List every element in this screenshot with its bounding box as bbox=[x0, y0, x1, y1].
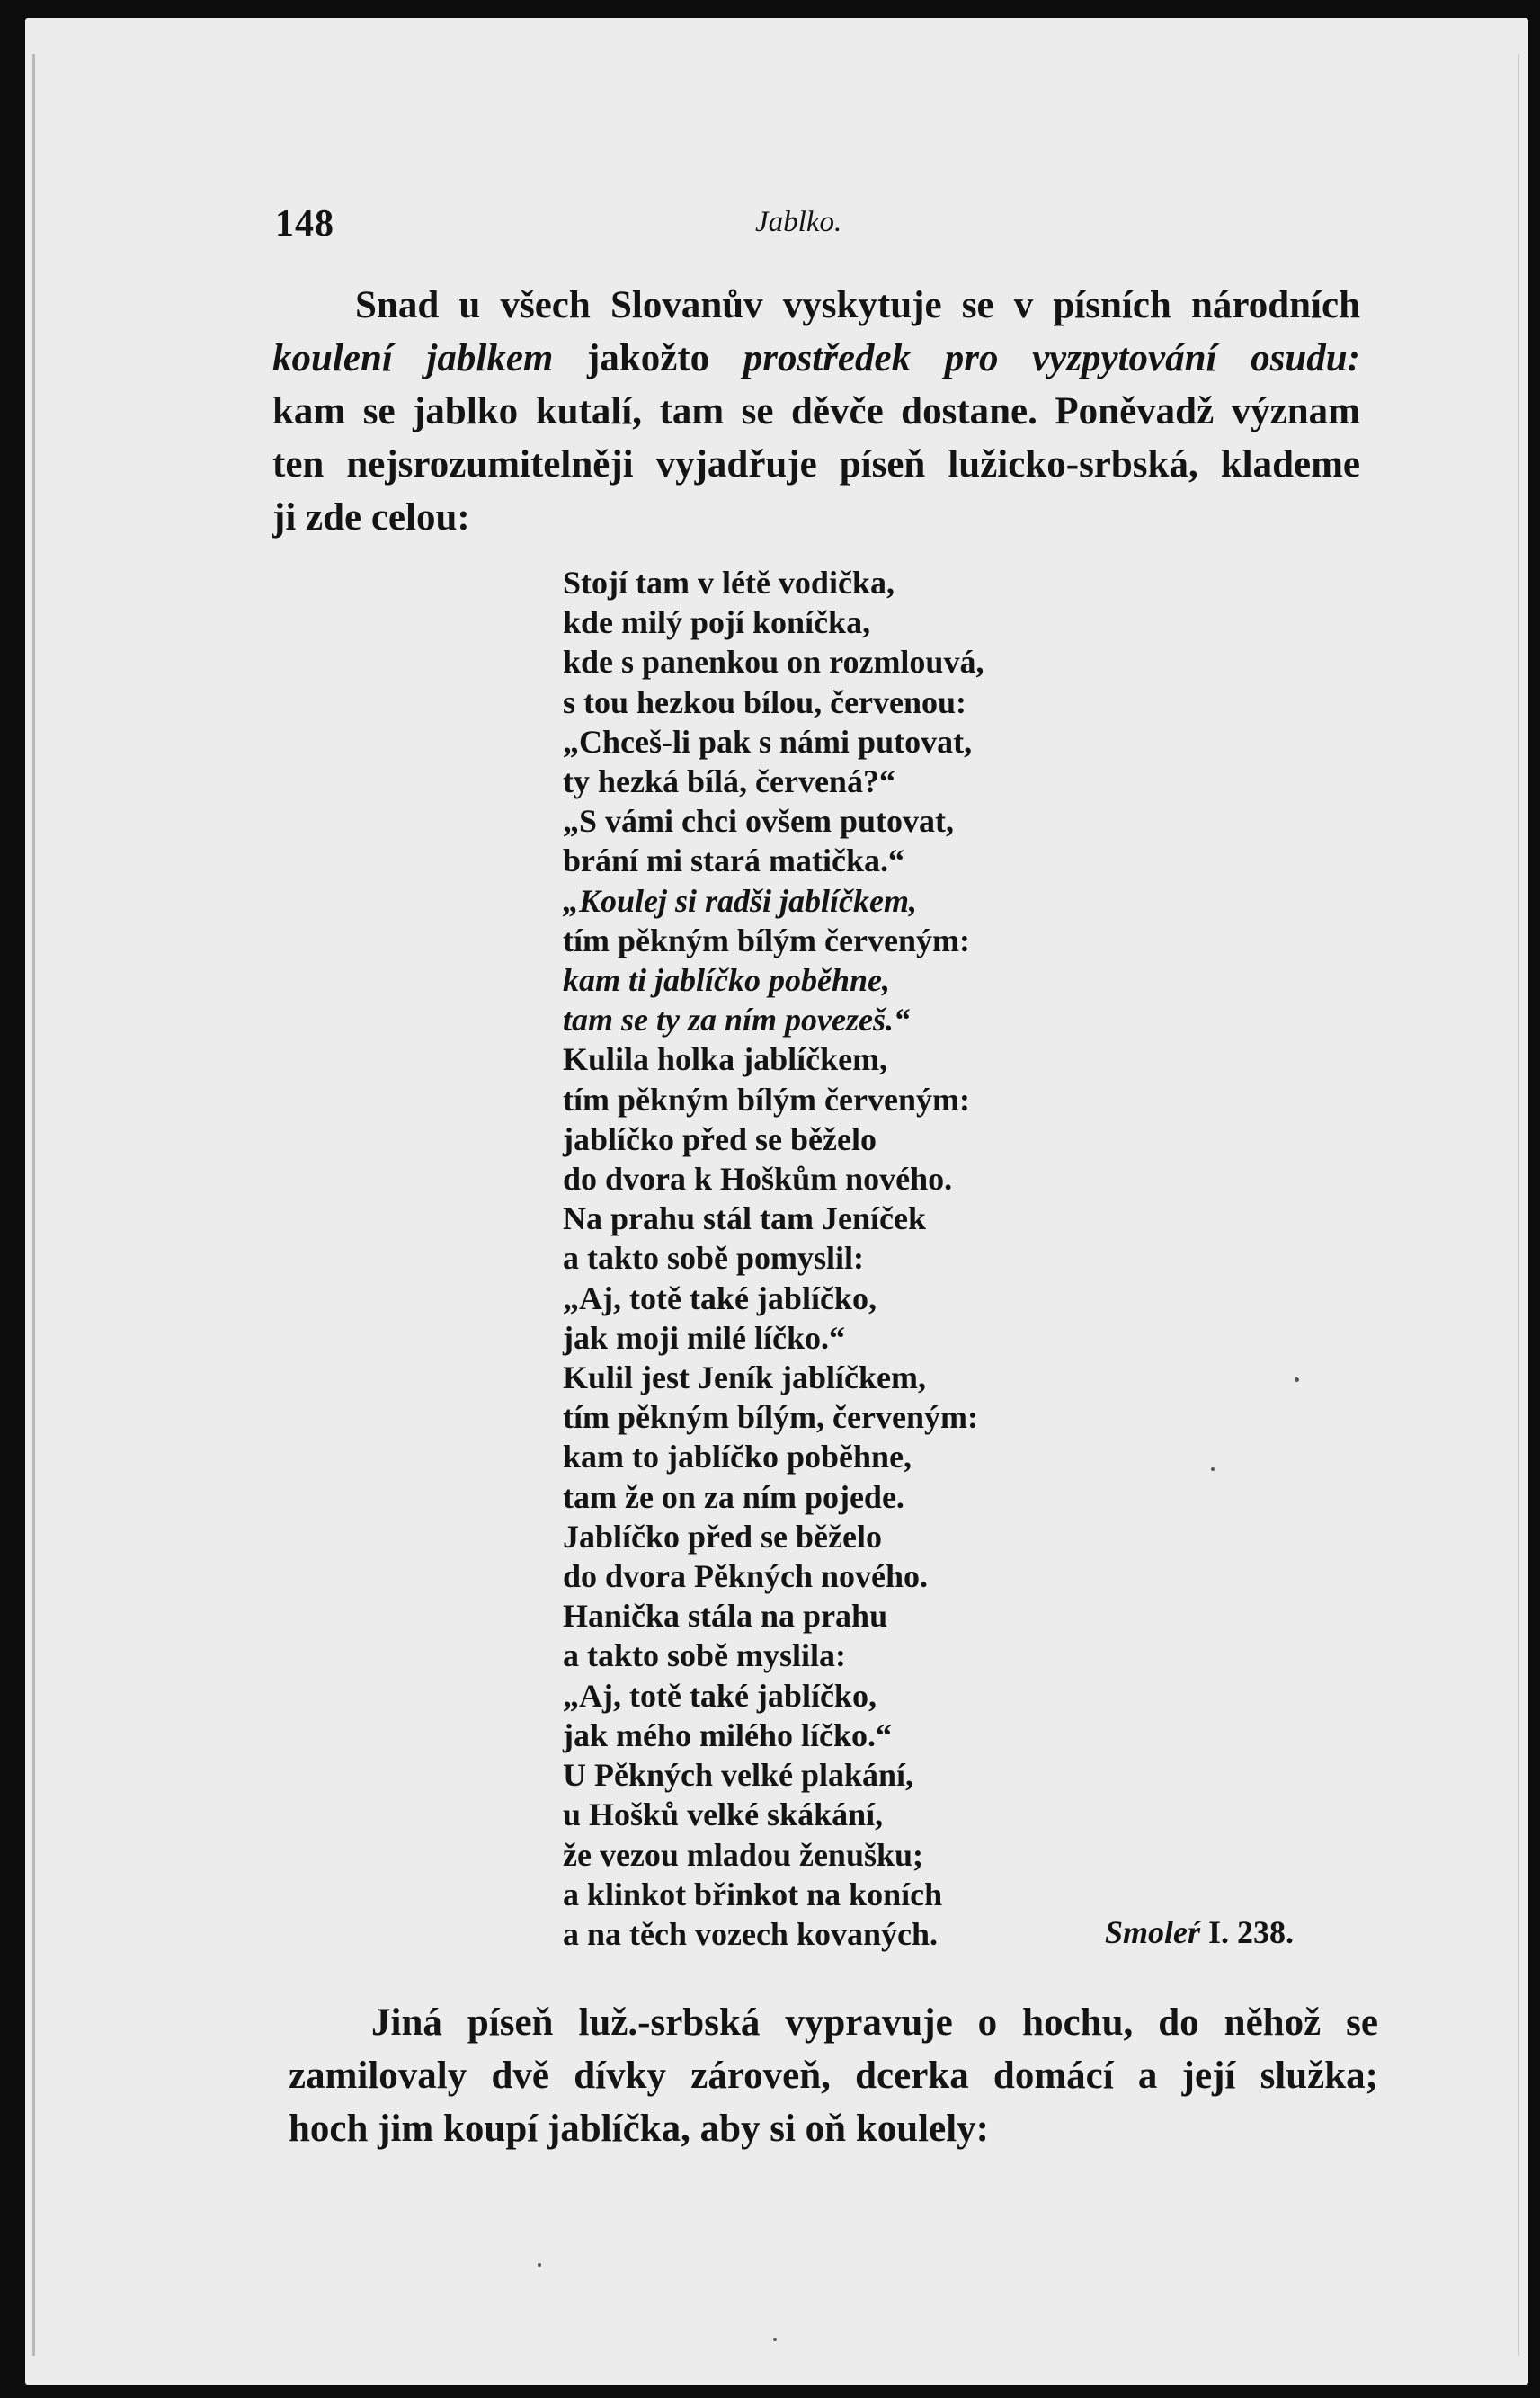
book-page bbox=[25, 18, 1528, 2385]
poem-line: Hanička stála na prahu bbox=[563, 1598, 888, 1635]
poem-line: „Chceš-li pak s námi putovat, bbox=[563, 723, 973, 760]
poem-line: s tou hezkou bílou, červenou: bbox=[563, 683, 967, 720]
poem-line: a klinkot břinkot na koních bbox=[563, 1876, 943, 1912]
print-speck bbox=[1211, 1467, 1215, 1471]
paragraph-line: Snad u všech Slovanův vyskytuje se v písních národních bbox=[355, 284, 1360, 326]
intro-paragraph bbox=[272, 279, 1360, 544]
poem-line: Na prahu stál tam Jeníček bbox=[563, 1200, 926, 1237]
page-number: 148 bbox=[275, 203, 334, 245]
poem-line: kam to jablíčko poběhne, bbox=[563, 1439, 912, 1475]
poem-line: kde s panenkou on rozmlouvá, bbox=[563, 644, 984, 681]
citation-reference: I. 238. bbox=[1200, 1914, 1295, 1950]
paragraph-line: ten nejsrozumitelněji vyjadřuje píseň lužicko-srbská, klademe bbox=[272, 443, 1360, 486]
page-edge-right bbox=[1518, 54, 1519, 2356]
paragraph-line bbox=[272, 332, 1360, 385]
print-speck bbox=[773, 2338, 777, 2341]
poem-line: a takto sobě myslila: bbox=[563, 1637, 846, 1674]
paragraph-text: jakožto bbox=[553, 337, 743, 379]
poem-line: u Hošků velké skákání, bbox=[563, 1796, 884, 1833]
poem-line: ty hezká bílá, červená?“ bbox=[563, 763, 895, 800]
poem-line: tím pěkným bílým, červeným: bbox=[563, 1399, 978, 1436]
poem-line: do dvora k Hoškům nového. bbox=[563, 1161, 953, 1198]
print-speck bbox=[1295, 1377, 1299, 1382]
poem-line: Kulila holka jablíčkem, bbox=[563, 1041, 888, 1078]
poem-line: že vezou mladou ženušku; bbox=[563, 1836, 924, 1873]
poem-line: „Aj, totě také jablíčko, bbox=[563, 1279, 877, 1316]
emphasis-text: prostředek pro vyzpytování osudu: bbox=[743, 337, 1360, 379]
emphasis-text: koulení jablkem bbox=[272, 337, 554, 379]
poem-line: U Pěkných velké plakání, bbox=[563, 1757, 914, 1794]
poem-line: brání mi stará matička.“ bbox=[563, 842, 904, 879]
poem-line: tím pěkným bílým červeným: bbox=[563, 922, 970, 958]
paragraph-line: Jiná píseň luž.-srbská vypravuje o hochu, do něhož se bbox=[371, 2001, 1378, 2044]
poem-line: Jablíčko před se běželo bbox=[563, 1518, 882, 1555]
running-head bbox=[25, 202, 1528, 247]
poem-line: jak mého milého líčko.“ bbox=[563, 1716, 892, 1753]
poem-line: tím pěkným bílým červeným: bbox=[563, 1081, 970, 1118]
page-edge-left bbox=[32, 54, 35, 2356]
paragraph-line: ji zde celou: bbox=[272, 496, 470, 539]
poem-line: a na těch vozech kovaných. bbox=[563, 1915, 938, 1952]
poem-line: Kulil jest Jeník jablíčkem, bbox=[563, 1359, 926, 1396]
folk-song-poem bbox=[563, 563, 1066, 1954]
running-title: Jablko. bbox=[755, 206, 842, 238]
poem-line: kde milý pojí koníčka, bbox=[563, 604, 871, 641]
poem-line: jak moji milé líčko.“ bbox=[563, 1319, 845, 1356]
poem-line: a takto sobě pomyslil: bbox=[563, 1240, 865, 1277]
poem-line: jablíčko před se běželo bbox=[563, 1120, 877, 1157]
poem-line: do dvora Pěkných nového. bbox=[563, 1558, 929, 1595]
poem-line-italic: kam ti jablíčko poběhne, bbox=[563, 962, 890, 999]
paragraph-line: kam se jablko kutalí, tam se děvče dostane. Poněvadž význam bbox=[272, 390, 1360, 432]
poem-line: Stojí tam v létě vodička, bbox=[563, 565, 895, 601]
poem-line-italic: „Koulej si radši jablíčkem, bbox=[563, 882, 918, 919]
paragraph-line: zamilovaly dvě dívky zároveň, dcerka domácí a její služka; bbox=[289, 2055, 1378, 2097]
poem-line-italic: tam se ty za ním povezeš.“ bbox=[563, 1002, 910, 1039]
citation-author: Smoleŕ bbox=[1105, 1914, 1201, 1950]
source-citation bbox=[1105, 1913, 1294, 1951]
poem-line: „Aj, totě také jablíčko, bbox=[563, 1677, 877, 1714]
paragraph-line: hoch jim koupí jablíčka, aby si oň koulely: bbox=[289, 2108, 989, 2150]
print-speck bbox=[538, 2263, 541, 2267]
poem-line: „S vámi chci ovšem putovat, bbox=[563, 803, 954, 840]
poem-line: tam že on za ním pojede. bbox=[563, 1478, 904, 1515]
closing-paragraph bbox=[289, 1996, 1378, 2155]
